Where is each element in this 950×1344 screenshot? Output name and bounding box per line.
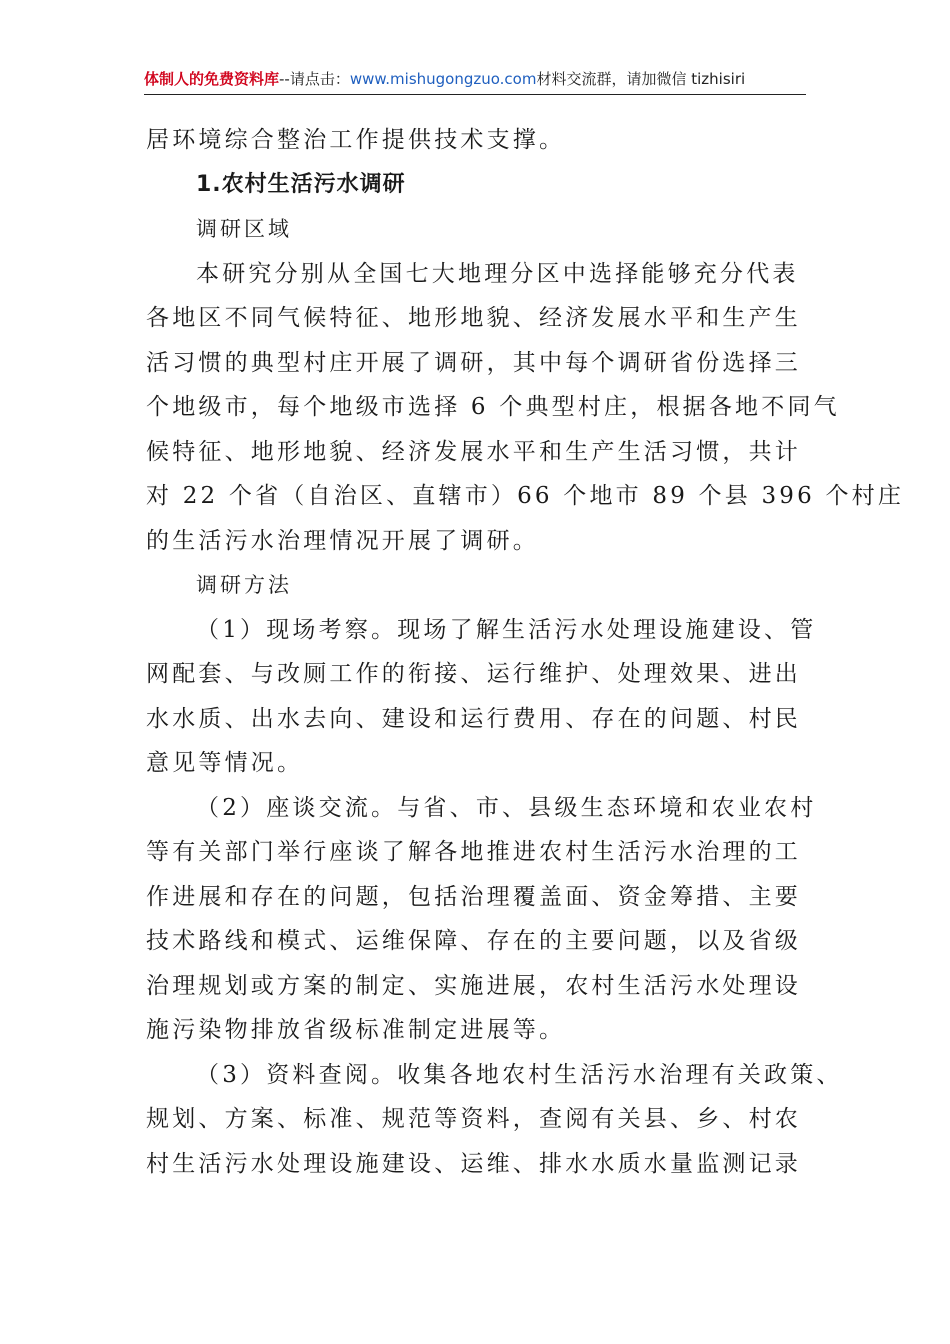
paragraph-line: 水水质、出水去向、建设和运行费用、存在的问题、村民 xyxy=(146,705,801,732)
paragraph-line: 等有关部门举行座谈了解各地推进农村生活污水治理的工 xyxy=(146,839,801,865)
subsection-heading: 调研方法 xyxy=(196,573,292,597)
paragraph-line: 意见等情况。 xyxy=(146,750,304,776)
document-body xyxy=(146,118,905,1186)
page-header xyxy=(144,64,806,95)
paragraph-line: 技术路线和模式、运维保障、存在的主要问题，以及省级 xyxy=(146,928,801,954)
paragraph-line: （3）资料查阅。收集各地农村生活污水治理有关政策、 xyxy=(196,1061,843,1088)
paragraph-line: （2）座谈交流。与省、市、县级生态环境和农业农村 xyxy=(196,794,817,821)
header-contact: 材料交流群，请加微信 tizhisiri xyxy=(536,70,746,88)
paragraph-line: 个地级市，每个地级市选择 6 个典型村庄，根据各地不同气 xyxy=(146,394,840,420)
paragraph-line: 治理规划或方案的制定、实施进展，农村生活污水处理设 xyxy=(146,972,801,999)
header-brand: 体制人的免费资料库 xyxy=(144,70,280,88)
paragraph-line: 居环境综合整治工作提供技术支撑。 xyxy=(146,127,566,153)
subsection-heading: 调研区域 xyxy=(196,217,292,241)
header-prompt: --请点击： xyxy=(279,70,350,88)
paragraph-line: 施污染物排放省级标准制定进展等。 xyxy=(146,1017,566,1043)
paragraph-line: 村生活污水处理设施建设、运维、排水水质水量监测记录 xyxy=(146,1150,801,1177)
paragraph-line: 规划、方案、标准、规范等资料，查阅有关县、乡、村农 xyxy=(146,1106,801,1132)
section-heading: 1.农村生活污水调研 xyxy=(196,171,406,197)
paragraph-line: 活习惯的典型村庄开展了调研，其中每个调研省份选择三 xyxy=(146,349,801,376)
paragraph-line: 对 22 个省（自治区、直辖市）66 个地市 89 个县 396 个村庄 xyxy=(146,483,905,509)
paragraph-line: （1）现场考察。现场了解生活污水处理设施建设、管 xyxy=(196,616,817,643)
paragraph-line: 网配套、与改厕工作的衔接、运行维护、处理效果、进出 xyxy=(146,661,801,687)
paragraph-line: 各地区不同气候特征、地形地貌、经济发展水平和生产生 xyxy=(146,305,801,331)
paragraph-line: 作进展和存在的问题，包括治理覆盖面、资金筹措、主要 xyxy=(146,883,801,910)
paragraph-line: 候特征、地形地貌、经济发展水平和生产生活习惯，共计 xyxy=(146,438,801,465)
paragraph-line: 本研究分别从全国七大地理分区中选择能够充分代表 xyxy=(196,260,799,287)
paragraph-line: 的生活污水治理情况开展了调研。 xyxy=(146,527,539,554)
header-link[interactable]: www.mishugongzuo.com xyxy=(349,70,537,88)
